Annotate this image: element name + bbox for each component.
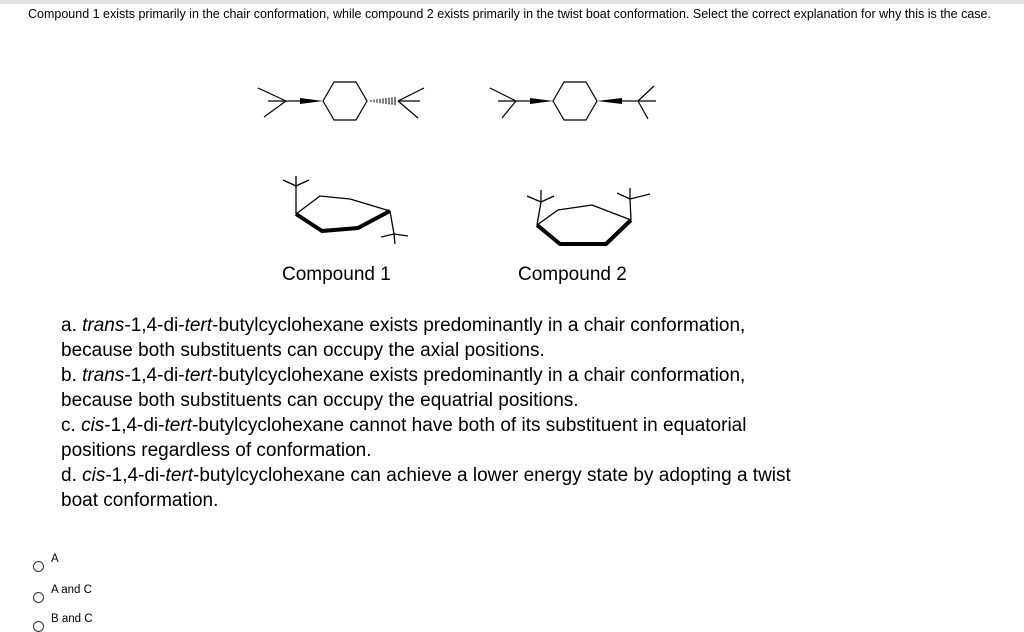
compound2-twist-boat-conformation [527, 188, 650, 244]
compound1-label: Compound 1 [282, 264, 391, 285]
answer-choice-a-and-c[interactable] [33, 584, 92, 603]
compound1-skeletal-structure [258, 82, 424, 120]
compound1-chair-conformation [283, 176, 408, 244]
option-b-line2: because both substituents can occupy the equatrial positions. [61, 390, 579, 411]
option-d-line2: boat conformation. [61, 490, 219, 511]
compound-structures-figure [0, 0, 1024, 300]
answer-choice-b-and-c[interactable] [33, 613, 93, 632]
option-b-line1: b. trans-1,4-di-tert-butylcyclohexane exists predominantly in a chair conformation, [61, 365, 746, 386]
radio-button[interactable] [33, 621, 44, 632]
option-c-line1: c. cis-1,4-di-tert-butylcyclohexane cannot have both of its substituent in equatorial [61, 415, 747, 436]
option-d-line1: d. cis-1,4-di-tert-butylcyclohexane can achieve a lower energy state by adopting a twist [61, 465, 791, 486]
compound2-label: Compound 2 [518, 264, 627, 285]
option-a-line1: a. trans-1,4-di-tert-butylcyclohexane exists predominantly in a chair conformation, [61, 315, 746, 336]
answer-choice-a[interactable] [33, 553, 59, 572]
answer-label: B and C [51, 613, 93, 625]
compound2-skeletal-structure [490, 82, 656, 120]
radio-button[interactable] [33, 592, 44, 603]
radio-button[interactable] [33, 561, 44, 572]
option-a-line2: because both substituents can occupy the axial positions. [61, 340, 545, 361]
question-text: Compound 1 exists primarily in the chair conformation, while compound 2 exists primarily in the twist boat conformation. Select the correct explanation for why this is the case. [28, 7, 991, 21]
explanation-options [61, 313, 941, 513]
answer-label: A and C [51, 584, 92, 596]
option-c-line2: positions regardless of conformation. [61, 440, 372, 461]
answer-label: A [51, 553, 59, 565]
